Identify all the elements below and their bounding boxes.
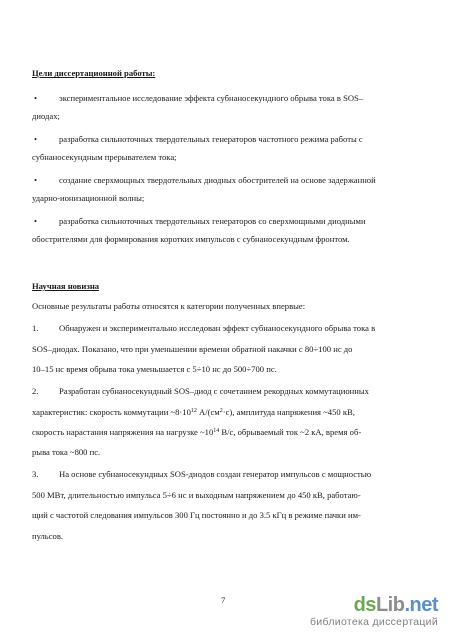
- novelty-item-1-line-3: 10–15 нс время обрыва тока уменьшается с 5÷10 нс до 500÷700 пс.: [32, 364, 277, 374]
- novelty-item-3-number: 3.: [32, 469, 39, 479]
- novelty-item-3-line-1: На основе субнаносекундных SOS-диодов создан генератор импульсов с мощностью: [59, 469, 372, 479]
- novelty-item-1-line-1: Обнаружен и экспериментально исследован эффект субнаносекундного обрыва тока в: [59, 323, 376, 333]
- goal-item-2-line-2: субнаносекундным прерывателем тока;: [32, 152, 177, 162]
- goal-item-1-line-1: экспериментальное исследование эффекта субнаносекундного обрыва тока в SOS–: [59, 93, 364, 103]
- novelty-item-2-number: 2.: [32, 386, 39, 396]
- goal-item-3-line-2: ударно-ионизационной волны;: [32, 193, 145, 203]
- goals-heading: Цели диссертационной работы:: [32, 68, 156, 78]
- novelty-item-2-line-3: скорость нарастания напряжения на нагрузке $\sim 10^{14}$ В/с, обрываемый ток ~2 кА, время об-: [32, 427, 362, 437]
- dslib-logo: dsLib.net: [353, 594, 438, 616]
- novelty-heading: Научная новизна: [32, 281, 100, 291]
- novelty-item-1-number: 1.: [32, 323, 39, 333]
- bullet-icon: •: [34, 216, 38, 226]
- novelty-item-2-line-4: рыва тока ~800 пс.: [32, 447, 101, 457]
- novelty-item-3-line-2: 500 МВт, длительностью импульса 5÷6 нс и выходным напряжением до 450 кВ, работаю-: [32, 490, 361, 500]
- goal-item-4-line-2: обострителями для формирования коротких импульсов с субнаносекундным фронтом.: [32, 234, 350, 244]
- watermark-subtitle: библиотека диссертаций: [310, 616, 438, 628]
- goal-item-3-line-1: создание сверхмощных твердотельных диодных обострителей на основе задержанной: [59, 175, 376, 185]
- novelty-item-3-line-3: щий с частотой следования импульсов 300 Гц постоянно и до 3.5 кГц в режиме пачки им-: [32, 510, 361, 520]
- goal-item-4-line-1: разработка сильноточных твердотельных генераторов со сверхмощными диодными: [59, 216, 366, 226]
- novelty-item-2-line-2: характеристик: скорость коммутации $\sim 8\cdot 10^{12}$ $А/(см^2\cdot с)$, амплитуда напряжения ~450 кВ,: [32, 407, 355, 417]
- novelty-item-2-line-1: Разработан субнаносекундный SOS–диод с сочетанием рекордных коммутационных: [59, 386, 369, 396]
- bullet-icon: •: [34, 175, 38, 185]
- page-number: 7: [221, 595, 226, 605]
- watermark: [310, 594, 438, 628]
- novelty-item-1-line-2: SOS–диодах. Показано, что при уменьшении времени обратной накачки с 80÷100 нс до: [32, 344, 353, 354]
- novelty-item-3-line-4: пульсов.: [32, 531, 64, 541]
- bullet-icon: •: [34, 134, 38, 144]
- goal-item-2-line-1: разработка сильноточных твердотельных генераторов частотного режима работы с: [59, 134, 363, 144]
- bullet-icon: •: [34, 93, 38, 103]
- novelty-intro: Основные результаты работы относятся к категории полученных впервые:: [32, 301, 306, 311]
- goal-item-1-line-2: диодах;: [32, 111, 60, 121]
